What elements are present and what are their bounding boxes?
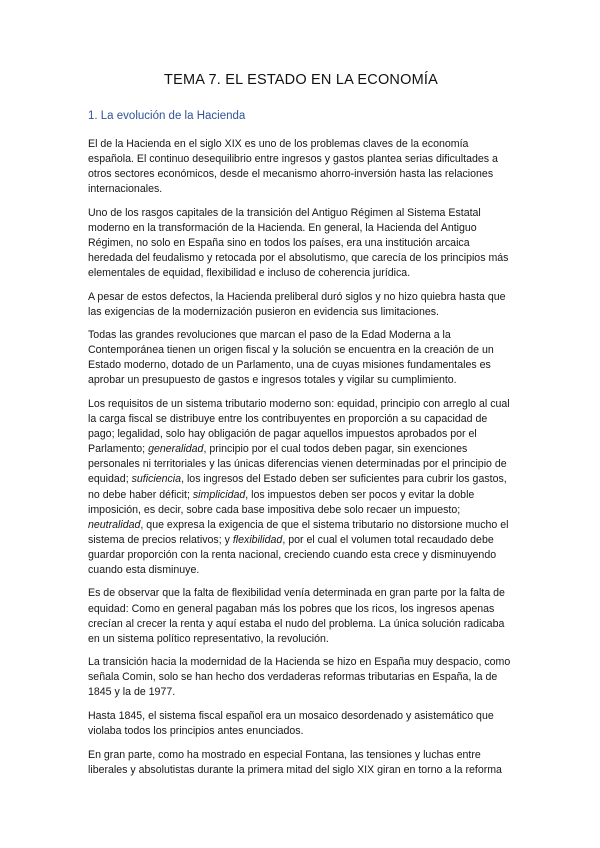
paragraph: El de la Hacienda en el siglo XIX es uno de los problemas claves de la economía española. El continuo desequilibrio entre ingresos y gastos plantea serias dificultades a otros sectores económicos, desde el mecanismo ahorro-inversión hasta las relaciones internacionales. [88,138,498,196]
term-flexibilidad: flexibilidad [232,533,283,546]
paragraph-requisitos [88,397,514,578]
text-run: , los impuestos deben ser pocos y evitar la doble imposición, es decir, sobre cada base impositiva debe solo recaer un impuesto; [88,488,475,516]
section-heading: 1. La evolución de la Hacienda [88,110,246,122]
text-run: , por el cual el volumen total recaudado debe guardar proporción con la renta nacional, creciendo cuando esta crece y disminuyendo cuando esta disminuye. [88,533,497,576]
paragraph: Es de observar que la falta de flexibilidad venía determinada en gran parte por la falta de equidad: Como en general pagaban más los pobres que los ricos, los ingresos apenas crecían al crecer la renta y aquí estaba el nudo del problema. La única solución radicaba en un sistema político representativo, la revolución. [88,587,505,645]
term-simplicidad: simplicidad [192,488,246,501]
paragraph: En gran parte, como ha mostrado en especial Fontana, las tensiones y luchas entre liberales y absolutistas durante la primera mitad del siglo XIX giran en torno a la reforma [88,748,502,776]
term-neutralidad: neutralidad [88,518,141,531]
text-run: , los ingresos del Estado deben ser suficientes para cubrir los gastos, no debe haber déficit; [88,473,507,501]
text-run: Los requisitos de un sistema tributario moderno son: equidad, principio con arreglo al cual la carga fiscal se distribuye entre los contribuyentes en proporción a su capacidad de pago; legalidad, solo hay obligación de pagar aquellos impuestos aprobados por el Parlamento; [88,397,510,456]
term-suficiencia: suficiencia [131,473,182,486]
term-generalidad: generalidad [148,443,204,456]
paragraph: La transición hacia la modernidad de la Hacienda se hizo en España muy despacio, como señala Comin, solo se han hecho dos verdaderas reformas tributarias en España, la de 1845 y la de 1977. [88,656,511,699]
text-run: , que expresa la exigencia de que el sistema tributario no distorsione mucho el sistema de precios relativos; y [88,518,509,546]
paragraph: Hasta 1845, el sistema fiscal español era un mosaico desordenado y asistemático que violaba todos los principios antes enunciados. [88,709,494,738]
paragraph: Uno de los rasgos capitales de la transición del Antiguo Régimen al Sistema Estatal moderno en la transformación de la Hacienda. En general, la Hacienda del Antiguo Régimen, no solo en España sino en todos los países, era una institución arcaica heredada del feudalismo y retocada por el absolutismo, que carecía de los principios más elementales de equidad, flexibilidad e incluso de coherencia jurídica. [88,206,509,280]
text-run: , principio por el cual todos deben pagar, sin exenciones personales ni territoriales y las únicas diferencias vienen determinadas por el principio de equidad; [88,443,507,486]
paragraph: Todas las grandes revoluciones que marcan el paso de la Edad Moderna a la Contemporánea tienen un origen fiscal y la solución se encuentra en la creación de un Estado moderno, dotado de un Parlamento, una de cuyas misiones fundamentales es aprobar un presupuesto de gastos e ingresos totales y vigilar su cumplimiento. [88,329,494,387]
document-title: TEMA 7. EL ESTADO EN LA ECONOMÍA [164,72,438,88]
paragraph: A pesar de estos defectos, la Hacienda preliberal duró siglos y no hizo quiebra hasta que las exigencias de la modernización pusieron en evidencia sus limitaciones. [88,290,506,318]
